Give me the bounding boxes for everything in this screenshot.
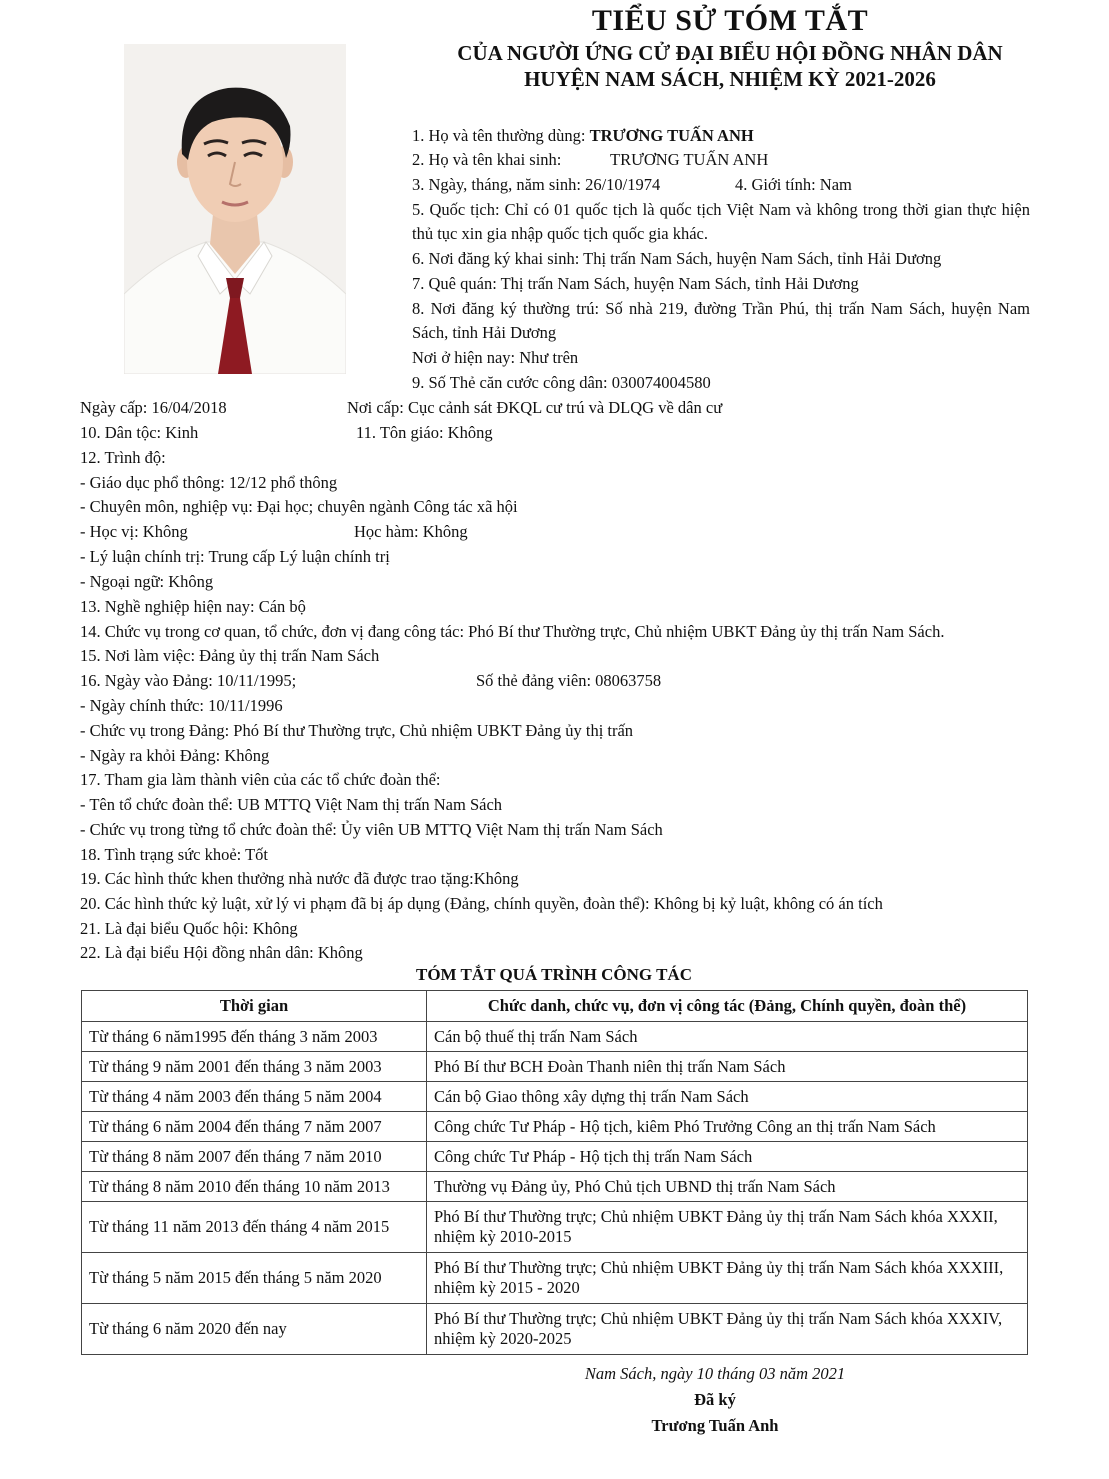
bio-council-delegate: 22. Là đại biểu Hội đồng nhân dân: Không xyxy=(80,943,363,962)
bio-nationality: 5. Quốc tịch: Chỉ có 01 quốc tịch là quốc tịch Việt Nam và không trong thời gian thực hiện thủ tục xin gia nhập quốc tịch quốc gia khác. xyxy=(412,200,1030,243)
bio-id-number: 9. Số Thẻ căn cước công dân: 030074004580 xyxy=(412,373,711,392)
bio-birth-name xyxy=(412,148,561,172)
birth-name-label: 2. Họ và tên khai sinh: xyxy=(412,150,562,169)
time-cell: Từ tháng 4 năm 2003 đến tháng 5 năm 2004 xyxy=(82,1082,427,1112)
candidate-photo xyxy=(124,44,346,374)
bio-education-general: - Giáo dục phổ thông: 12/12 phổ thông xyxy=(80,473,338,492)
bio-hometown: 7. Quê quán: Thị trấn Nam Sách, huyện Nam Sách, tỉnh Hải Dương xyxy=(412,274,859,293)
table-row xyxy=(82,1304,1028,1355)
role-cell: Cán bộ thuế thị trấn Nam Sách xyxy=(427,1022,1028,1052)
bio-national-assembly-delegate: 21. Là đại biểu Quốc hội: Không xyxy=(80,919,298,938)
bio-occupation: 13. Nghề nghiệp hiện nay: Cán bộ xyxy=(80,597,306,616)
table-row xyxy=(82,1022,1028,1052)
bio-education-politics: - Lý luận chính trị: Trung cấp Lý luận chính trị xyxy=(80,547,390,566)
bio-current-residence: Nơi ở hiện nay: Như trên xyxy=(412,348,579,367)
role-cell: Phó Bí thư Thường trực; Chủ nhiệm UBKT Đảng ủy thị trấn Nam Sách khóa XXXIV, nhiệm kỳ 2020-2025 xyxy=(427,1304,1028,1355)
bio-ethnicity: 10. Dân tộc: Kinh xyxy=(80,423,199,442)
role-cell: Cán bộ Giao thông xây dựng thị trấn Nam Sách xyxy=(427,1082,1028,1112)
bio-gender: 4. Giới tính: Nam xyxy=(735,175,852,194)
bio-party-join-date: 16. Ngày vào Đảng: 10/11/1995; xyxy=(80,671,297,690)
role-cell: Công chức Tư Pháp - Hộ tịch, kiêm Phó Trưởng Công an thị trấn Nam Sách xyxy=(427,1112,1028,1142)
signature-name: Trương Tuấn Anh xyxy=(651,1416,779,1435)
document-subtitle-2: HUYỆN NAM SÁCH, NHIỆM KỲ 2021-2026 xyxy=(524,67,936,91)
bio-id-issue-date: Ngày cấp: 16/04/2018 xyxy=(80,398,227,417)
bio-date-of-birth: 3. Ngày, tháng, năm sinh: 26/10/1974 xyxy=(412,175,661,194)
work-history-table xyxy=(81,990,1028,1355)
bio-health: 18. Tình trạng sức khoẻ: Tốt xyxy=(80,845,268,864)
bio-id-issue-place: Nơi cấp: Cục cảnh sát ĐKQL cư trú và DLQG về dân cư xyxy=(347,398,723,417)
bio-party-leave: - Ngày ra khỏi Đảng: Không xyxy=(80,746,270,765)
bio-party-position: - Chức vụ trong Đảng: Phó Bí thư Thường trực, Chủ nhiệm UBKT Đảng ủy thị trấn xyxy=(80,721,634,740)
table-header-row xyxy=(82,991,1028,1022)
time-cell: Từ tháng 5 năm 2015 đến tháng 5 năm 2020 xyxy=(82,1253,427,1304)
common-name-value: TRƯƠNG TUẤN ANH xyxy=(589,126,754,145)
signature-date: Nam Sách, ngày 10 tháng 03 năm 2021 xyxy=(584,1364,846,1383)
table-row xyxy=(82,1112,1028,1142)
role-cell: Công chức Tư Pháp - Hộ tịch thị trấn Nam Sách xyxy=(427,1142,1028,1172)
bio-position: 14. Chức vụ trong cơ quan, tổ chức, đơn vị đang công tác: Phó Bí thư Thường trực, Chủ nhiệm UBKT Đảng ủy thị trấn Nam Sách. xyxy=(80,622,945,641)
bio-education-language: - Ngoại ngữ: Không xyxy=(80,572,214,591)
table-row xyxy=(82,1202,1028,1253)
time-cell: Từ tháng 6 năm 2020 đến nay xyxy=(82,1304,427,1355)
time-cell: Từ tháng 8 năm 2007 đến tháng 7 năm 2010 xyxy=(82,1142,427,1172)
bio-education-heading: 12. Trình độ: xyxy=(80,448,166,467)
document-subtitle-1: CỦA NGƯỜI ỨNG CỬ ĐẠI BIỂU HỘI ĐỒNG NHÂN DÂN xyxy=(457,41,1003,65)
bio-party-card: Số thẻ đảng viên: 08063758 xyxy=(476,671,662,690)
bio-education-academic-title: Học hàm: Không xyxy=(354,522,468,541)
role-cell: Phó Bí thư Thường trực; Chủ nhiệm UBKT Đảng ủy thị trấn Nam Sách khóa XXXIII, nhiệm kỳ 2015 - 2020 xyxy=(427,1253,1028,1304)
role-cell: Phó Bí thư Thường trực; Chủ nhiệm UBKT Đảng ủy thị trấn Nam Sách khóa XXXII, nhiệm kỳ 2010-2015 xyxy=(427,1202,1028,1253)
bio-education-major: - Chuyên môn, nghiệp vụ: Đại học; chuyên ngành Công tác xã hội xyxy=(80,497,518,516)
bio-organizations-heading: 17. Tham gia làm thành viên của các tổ chức đoàn thể: xyxy=(80,770,441,789)
time-cell: Từ tháng 6 năm1995 đến tháng 3 năm 2003 xyxy=(82,1022,427,1052)
table-row xyxy=(82,1052,1028,1082)
role-cell: Thường vụ Đảng ủy, Phó Chủ tịch UBND thị trấn Nam Sách xyxy=(427,1172,1028,1202)
bio-organization-position: - Chức vụ trong từng tổ chức đoàn thể: Ủy viên UB MTTQ Việt Nam thị trấn Nam Sách xyxy=(80,820,663,839)
document-header xyxy=(380,2,1080,92)
bio-permanent-residence: 8. Nơi đăng ký thường trú: Số nhà 219, đường Trần Phú, thị trấn Nam Sách, huyện Nam Sách, tỉnh Hải Dương xyxy=(412,299,1030,342)
birth-name-value: TRƯƠNG TUẤN ANH xyxy=(610,150,769,169)
common-name-label: 1. Họ và tên thường dùng: xyxy=(412,126,586,145)
time-cell: Từ tháng 9 năm 2001 đến tháng 3 năm 2003 xyxy=(82,1052,427,1082)
bio-full-name xyxy=(412,124,754,148)
role-cell: Phó Bí thư BCH Đoàn Thanh niên thị trấn Nam Sách xyxy=(427,1052,1028,1082)
bio-party-official-date: - Ngày chính thức: 10/11/1996 xyxy=(80,696,283,715)
bio-organization-name: - Tên tổ chức đoàn thể: UB MTTQ Việt Nam thị trấn Nam Sách xyxy=(80,795,503,814)
table-row xyxy=(82,1082,1028,1112)
table-row xyxy=(82,1253,1028,1304)
bio-birth-registration: 6. Nơi đăng ký khai sinh: Thị trấn Nam Sách, huyện Nam Sách, tỉnh Hải Dương xyxy=(412,249,942,268)
bio-discipline: 20. Các hình thức kỷ luật, xử lý vi phạm đã bị áp dụng (Đảng, chính quyền, đoàn thể): Không bị kỷ luật, không có án tích xyxy=(80,894,883,913)
signature-status: Đã ký xyxy=(694,1390,736,1409)
document-title: TIỂU SỬ TÓM TẮT xyxy=(591,4,869,37)
time-cell: Từ tháng 11 năm 2013 đến tháng 4 năm 2015 xyxy=(82,1202,427,1253)
bio-workplace: 15. Nơi làm việc: Đảng ủy thị trấn Nam Sách xyxy=(80,646,380,665)
bio-education-degree: - Học vị: Không xyxy=(80,522,188,541)
time-cell: Từ tháng 8 năm 2010 đến tháng 10 năm 2013 xyxy=(82,1172,427,1202)
column-header-role: Chức danh, chức vụ, đơn vị công tác (Đảng, Chính quyền, đoàn thể) xyxy=(427,991,1028,1022)
time-cell: Từ tháng 6 năm 2004 đến tháng 7 năm 2007 xyxy=(82,1112,427,1142)
portrait-image xyxy=(124,44,346,374)
column-header-time: Thời gian xyxy=(82,991,427,1022)
work-history-title: TÓM TẮT QUÁ TRÌNH CÔNG TÁC xyxy=(416,965,692,984)
table-row xyxy=(82,1172,1028,1202)
signature-block xyxy=(520,1361,910,1439)
bio-religion: 11. Tôn giáo: Không xyxy=(356,423,493,442)
bio-awards: 19. Các hình thức khen thưởng nhà nước đã được trao tặng:Không xyxy=(80,869,519,888)
table-row xyxy=(82,1142,1028,1172)
